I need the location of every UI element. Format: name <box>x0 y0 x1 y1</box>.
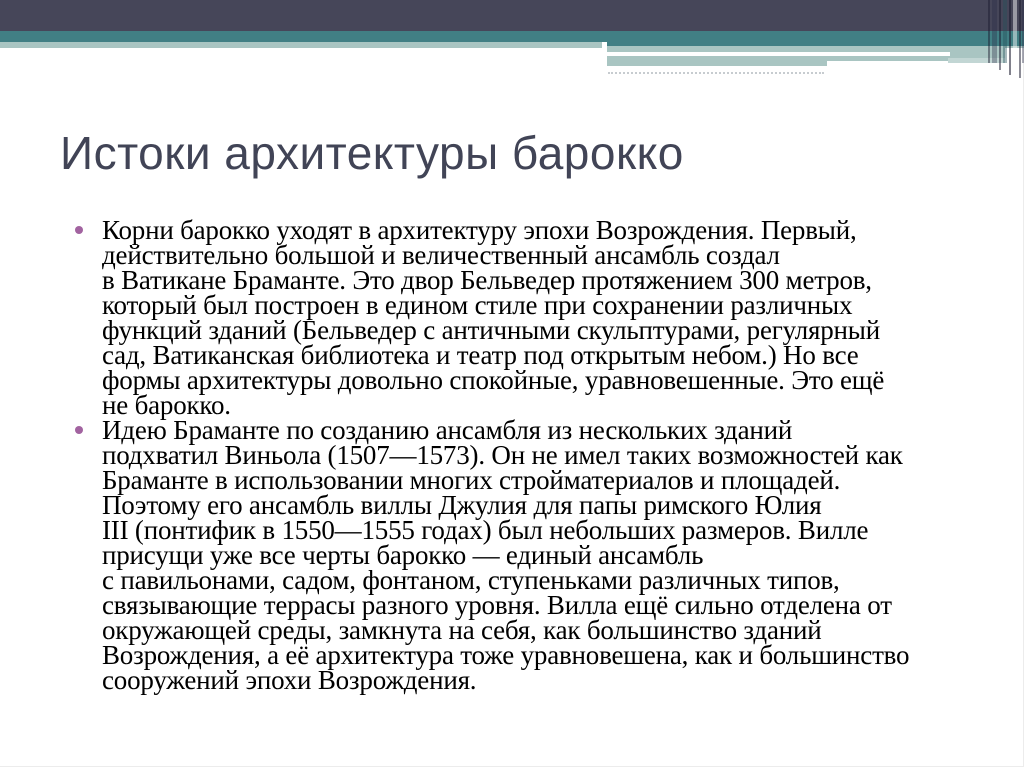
bullet-line: в Ватикане Браманте. Это двор Бельведер протяжением 300 метров, <box>102 265 872 295</box>
page-title: Истоки архитектуры барокко <box>60 127 684 179</box>
bullet-line: сад, Ватиканская библиотека и театр под открытым небом.) Но все <box>102 340 859 370</box>
bullet-line: с павильонами, садом, фонтаном, ступеньками различных типов, <box>102 565 840 595</box>
bullet-text <box>102 415 910 695</box>
header-bar-dark <box>0 0 1024 31</box>
bullet-line: Идею Браманте по созданию ансамбля из нескольких зданий <box>102 415 793 445</box>
bullet-line: Браманте в использовании многих стройматериалов и площадей. <box>102 465 841 495</box>
bullet-line: Поэтому его ансамбль виллы Джулия для папы римского Юлия <box>102 490 822 520</box>
bullet-line: присущи уже все черты барокко — единый ансамбль <box>102 540 704 570</box>
bullet-marker <box>75 426 83 434</box>
corner-stripe <box>988 0 990 63</box>
corner-stripe <box>1003 0 1007 63</box>
corner-stripe <box>1019 0 1021 78</box>
corner-stripe <box>1009 0 1011 75</box>
bullet-line: формы архитектуры довольно спокойные, уравновешенные. Это ещё <box>102 365 885 395</box>
header-sage-tail <box>607 61 827 66</box>
bullet-line: не барокко. <box>102 390 231 420</box>
corner-stripe <box>999 0 1001 70</box>
bullet-line: который был построен в едином стиле при сохранении различных <box>102 290 853 320</box>
bullet-line: функций зданий (Бельведер с античными скульптурами, регулярный <box>102 315 880 345</box>
header-dotted-line <box>608 72 824 74</box>
corner-stripe <box>992 0 997 63</box>
bullet-list <box>75 215 910 695</box>
bullet-line: сооружений эпохи Возрождения. <box>102 665 477 695</box>
bullet-line: Корни барокко уходят в архитектуру эпохи Возрождения. Первый, <box>102 215 857 245</box>
bullet-marker <box>75 226 83 234</box>
corner-stripe <box>1013 0 1017 55</box>
bullet-line: подхватил Виньола (1507—1573). Он не имел таких возможностей как <box>102 440 903 470</box>
bullet-item <box>75 215 909 420</box>
header-accent-block-teal <box>605 31 1024 46</box>
bullet-line: III (понтифик в 1550—1555 годах) был небольших размеров. Вилле <box>102 515 869 545</box>
bullet-line: связывающие террасы разного уровня. Вилла ещё сильно отделена от <box>102 590 892 620</box>
bullet-line: окружающей среды, замкнута на себя, как большинство зданий <box>102 615 822 645</box>
bullet-line: Возрождения, а её архитектура тоже уравновешена, как и большинство <box>102 640 910 670</box>
bullet-text <box>102 215 885 420</box>
bullet-item <box>75 415 910 695</box>
header-white-line <box>607 52 950 56</box>
bullet-line: действительно большой и величественный ансамбль создал <box>102 240 780 270</box>
